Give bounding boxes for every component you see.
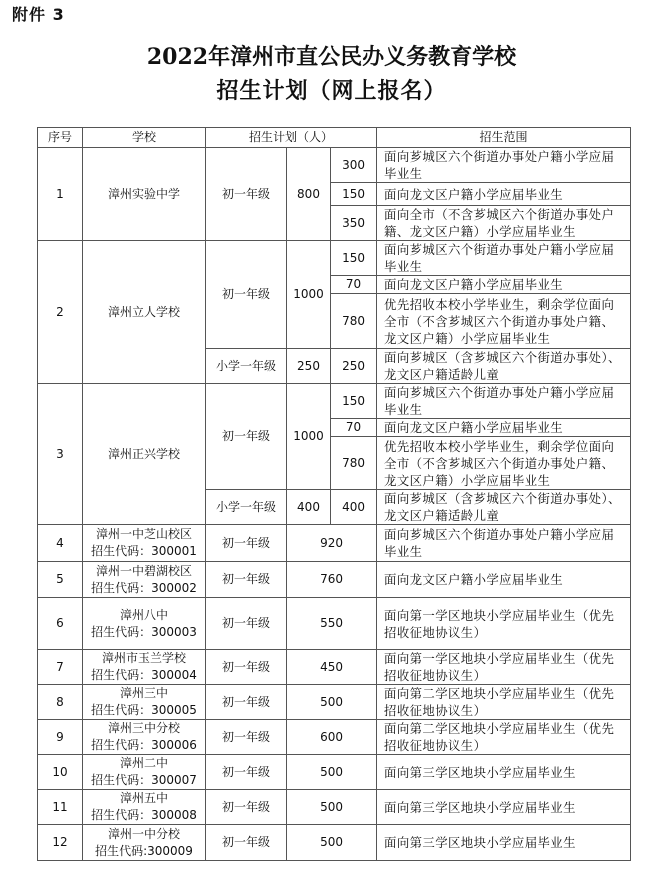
quota-count: 780 — [331, 437, 377, 490]
enrollment-scope: 面向龙文区户籍小学应届毕业生 — [377, 419, 631, 437]
enrollment-code: 招生代码：300002 — [91, 580, 197, 595]
enrollment-code: 招生代码：300007 — [91, 773, 197, 787]
enrollment-scope: 面向第三学区地块小学应届毕业生 — [377, 755, 631, 790]
school-cell — [83, 720, 206, 755]
school-name: 漳州一中碧湖校区 — [95, 563, 192, 578]
table-row — [38, 825, 631, 861]
school-cell — [83, 598, 206, 650]
enrollment-code: 招生代码：300006 — [91, 738, 197, 752]
enrollment-scope: 面向芗城区六个街道办事处户籍小学应届毕业生 — [377, 525, 631, 562]
school-name: 漳州三中 — [119, 686, 168, 700]
table-row — [38, 384, 631, 419]
header-row — [38, 128, 631, 148]
grade-total: 600 — [287, 720, 377, 755]
enrollment-scope: 面向全市（不含芗城区六个街道办事处户籍、龙文区户籍）小学应届毕业生 — [377, 206, 631, 241]
row-number: 1 — [38, 148, 83, 241]
quota-count: 150 — [331, 183, 377, 206]
quota-count: 350 — [331, 206, 377, 241]
row-number: 12 — [38, 825, 83, 861]
school-cell — [83, 755, 206, 790]
enrollment-scope: 面向第二学区地块小学应届毕业生（优先招收征地协议生） — [377, 685, 631, 720]
header-scope: 招生范围 — [377, 128, 631, 148]
quota-count: 150 — [331, 241, 377, 276]
row-number: 11 — [38, 790, 83, 825]
header-no: 序号 — [38, 128, 83, 148]
grade: 初一年级 — [206, 650, 287, 685]
enrollment-scope: 优先招收本校小学毕业生，剩余学位面向全市（不含芗城区六个街道办事处户籍、龙文区户籍）小学应届毕业生 — [377, 437, 631, 490]
grade-total: 500 — [287, 685, 377, 720]
grade-total: 1000 — [287, 384, 331, 490]
header-school: 学校 — [83, 128, 206, 148]
grade-total: 450 — [287, 650, 377, 685]
grade-total: 500 — [287, 825, 377, 861]
row-number: 5 — [38, 562, 83, 598]
table-row — [38, 685, 631, 720]
table-row — [38, 790, 631, 825]
enrollment-code: 招生代码：300005 — [91, 703, 197, 717]
school-name: 漳州五中 — [119, 791, 168, 805]
grade-total: 500 — [287, 790, 377, 825]
grade-total: 550 — [287, 598, 377, 650]
quota-count: 70 — [331, 419, 377, 437]
enrollment-scope: 面向第一学区地块小学应届毕业生（优先招收征地协议生） — [377, 598, 631, 650]
table-row — [38, 148, 631, 183]
enrollment-code: 招生代码：300001 — [91, 544, 197, 558]
grade: 初一年级 — [206, 241, 287, 349]
grade-total: 1000 — [287, 241, 331, 349]
table-row — [38, 720, 631, 755]
row-number: 8 — [38, 685, 83, 720]
grade: 初一年级 — [206, 562, 287, 598]
enrollment-scope: 面向芗城区（含芗城区六个街道办事处）、龙文区户籍适龄儿童 — [377, 490, 631, 525]
enrollment-scope: 面向第二学区地块小学应届毕业生（优先招收征地协议生） — [377, 720, 631, 755]
document-title: 2022年漳州市直公民办义务教育学校 — [146, 44, 517, 70]
grade: 小学一年级 — [206, 490, 287, 525]
quota-count: 70 — [331, 276, 377, 294]
grade-total: 760 — [287, 562, 377, 598]
enrollment-scope: 面向龙文区户籍小学应届毕业生 — [377, 562, 631, 598]
enrollment-code: 招生代码：300004 — [91, 668, 197, 682]
quota-count: 300 — [331, 148, 377, 183]
grade: 初一年级 — [206, 790, 287, 825]
enrollment-code: 招生代码:300009 — [95, 843, 193, 858]
enrollment-code: 招生代码：300003 — [91, 624, 197, 639]
row-number: 6 — [38, 598, 83, 650]
row-number: 9 — [38, 720, 83, 755]
enrollment-code: 招生代码：300008 — [91, 808, 197, 822]
grade-total: 500 — [287, 755, 377, 790]
enrollment-scope: 面向芗城区六个街道办事处户籍小学应届毕业生 — [377, 241, 631, 276]
school-name: 漳州实验中学 — [83, 148, 206, 241]
school-name: 漳州八中 — [119, 607, 168, 622]
school-name: 漳州市玉兰学校 — [101, 651, 186, 665]
row-number: 7 — [38, 650, 83, 685]
table-row — [38, 525, 631, 562]
grade-total: 920 — [287, 525, 377, 562]
school-cell — [83, 825, 206, 861]
enrollment-scope: 优先招收本校小学毕业生，剩余学位面向全市（不含芗城区六个街道办事处户籍、龙文区户籍）小学应届毕业生 — [377, 294, 631, 349]
table-row — [38, 562, 631, 598]
school-name: 漳州正兴学校 — [83, 384, 206, 525]
school-name: 漳州一中分校 — [107, 826, 180, 841]
enrollment-scope: 面向第一学区地块小学应届毕业生（优先招收征地协议生） — [377, 650, 631, 685]
enrollment-scope: 面向芗城区（含芗城区六个街道办事处）、龙文区户籍适龄儿童 — [377, 349, 631, 384]
enrollment-scope: 面向芗城区六个街道办事处户籍小学应届毕业生 — [377, 148, 631, 183]
quota-count: 400 — [331, 490, 377, 525]
school-cell — [83, 525, 206, 562]
grade: 初一年级 — [206, 825, 287, 861]
quota-count: 150 — [331, 384, 377, 419]
enrollment-scope: 面向第三学区地块小学应届毕业生 — [377, 790, 631, 825]
school-name: 漳州二中 — [119, 756, 168, 770]
school-cell — [83, 790, 206, 825]
table-row — [38, 598, 631, 650]
grade: 初一年级 — [206, 384, 287, 490]
school-cell — [83, 650, 206, 685]
row-number: 3 — [38, 384, 83, 525]
quota-count: 780 — [331, 294, 377, 349]
quota-count: 250 — [331, 349, 377, 384]
attachment-label: 附件 3 — [12, 5, 65, 24]
grade: 小学一年级 — [206, 349, 287, 384]
school-name: 漳州立人学校 — [83, 241, 206, 384]
table-row — [38, 650, 631, 685]
enrollment-scope: 面向第三学区地块小学应届毕业生 — [377, 825, 631, 861]
grade: 初一年级 — [206, 685, 287, 720]
grade: 初一年级 — [206, 148, 287, 241]
table-row — [38, 241, 631, 276]
enrollment-scope: 面向龙文区户籍小学应届毕业生 — [377, 276, 631, 294]
row-number: 2 — [38, 241, 83, 384]
row-number: 4 — [38, 525, 83, 562]
school-cell — [83, 685, 206, 720]
grade-total: 400 — [287, 490, 331, 525]
school-name: 漳州三中分校 — [107, 721, 180, 735]
enrollment-scope: 面向龙文区户籍小学应届毕业生 — [377, 183, 631, 206]
school-cell — [83, 562, 206, 598]
enrollment-plan-table — [37, 127, 631, 861]
header-plan: 招生计划（人） — [206, 128, 377, 148]
grade: 初一年级 — [206, 720, 287, 755]
document-subtitle: 招生计划（网上报名） — [216, 78, 447, 104]
grade-total: 250 — [287, 349, 331, 384]
grade: 初一年级 — [206, 755, 287, 790]
enrollment-scope: 面向芗城区六个街道办事处户籍小学应届毕业生 — [377, 384, 631, 419]
grade-total: 800 — [287, 148, 331, 241]
grade: 初一年级 — [206, 525, 287, 562]
row-number: 10 — [38, 755, 83, 790]
school-name: 漳州一中芝山校区 — [95, 527, 192, 541]
table-row — [38, 755, 631, 790]
grade: 初一年级 — [206, 598, 287, 650]
